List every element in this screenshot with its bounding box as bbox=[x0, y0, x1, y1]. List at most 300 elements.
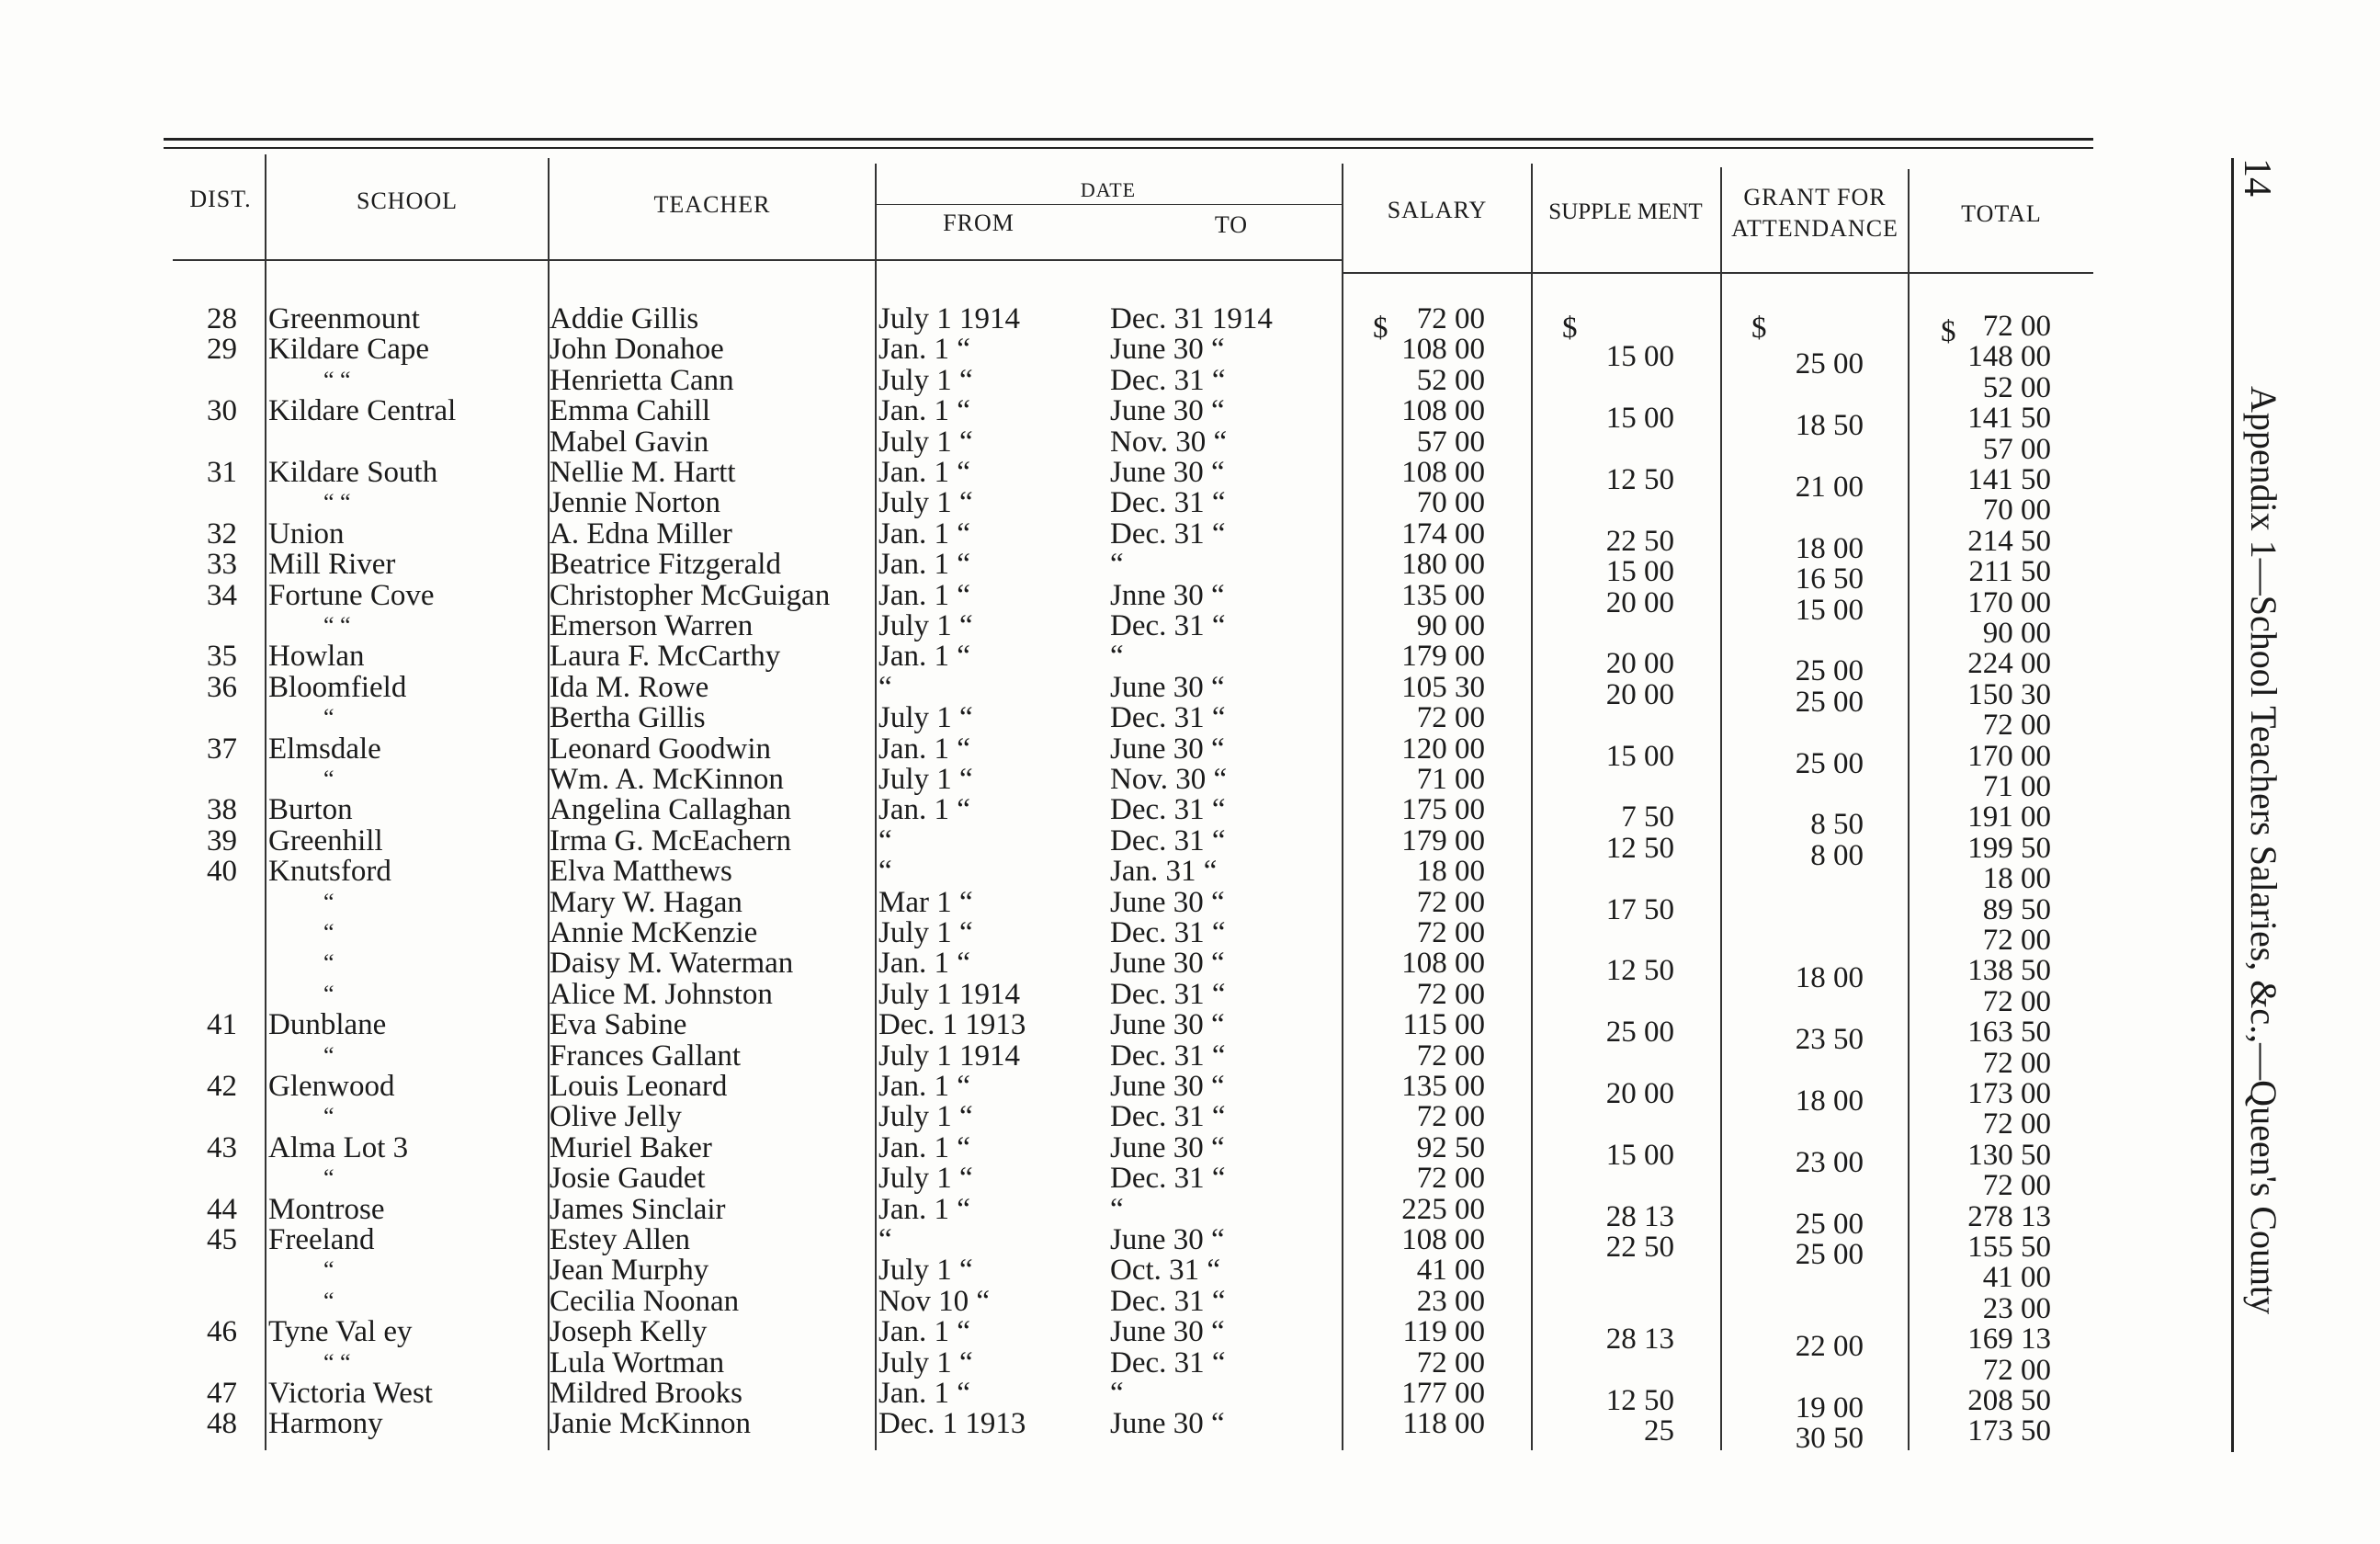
total-cell: 278 13 bbox=[1967, 1199, 2051, 1233]
to-date-cell: Dec. 31 “ bbox=[1110, 916, 1226, 949]
to-date-cell: Dec. 31 “ bbox=[1110, 1039, 1226, 1073]
from-date-cell: July 1 “ bbox=[878, 1254, 973, 1288]
total-cell: 141 50 bbox=[1967, 463, 2051, 496]
grant-cell: 25 00 bbox=[1795, 654, 1864, 688]
teacher-cell: Wm. A. McKinnon bbox=[550, 763, 784, 796]
grant-cell: 25 00 bbox=[1795, 1207, 1864, 1241]
teacher-cell: Jean Murphy bbox=[550, 1254, 709, 1288]
dist-cell: 30 bbox=[207, 394, 237, 428]
to-date-cell: Nov. 30 “ bbox=[1110, 763, 1228, 796]
supplement-cell: 12 50 bbox=[1605, 954, 1674, 988]
header-school: SCHOOL bbox=[356, 187, 458, 214]
to-date-cell: Nov. 30 “ bbox=[1110, 425, 1228, 459]
salary-cell: 119 00 bbox=[1402, 1315, 1485, 1349]
salary-cell: 41 00 bbox=[1416, 1254, 1485, 1288]
from-date-cell: July 1 “ bbox=[878, 1100, 973, 1134]
total-cell: 23 00 bbox=[1982, 1291, 2051, 1325]
to-date-cell: June 30 “ bbox=[1110, 885, 1225, 919]
school-cell: Dunblane bbox=[268, 1008, 387, 1042]
col-sep-grant bbox=[1720, 167, 1722, 1450]
school-cell: Howlan bbox=[268, 640, 365, 674]
supplement-cell: 17 50 bbox=[1605, 892, 1674, 926]
dist-cell: 37 bbox=[207, 732, 237, 766]
side-rule bbox=[2231, 158, 2234, 1452]
teacher-cell: Frances Gallant bbox=[550, 1039, 742, 1073]
header-bottom-rule-left bbox=[173, 259, 1342, 261]
supplement-cell: 28 13 bbox=[1605, 1323, 1674, 1357]
total-cell: 148 00 bbox=[1967, 340, 2051, 374]
from-date-cell: Jan. 1 “ bbox=[878, 1377, 970, 1410]
school-cell: Victoria West bbox=[268, 1377, 433, 1410]
teacher-cell: Christopher McGuigan bbox=[550, 578, 831, 612]
teacher-cell: Leonard Goodwin bbox=[550, 732, 772, 766]
salary-cell: 179 00 bbox=[1401, 823, 1485, 857]
teacher-cell: Addie Gillis bbox=[550, 302, 699, 335]
salary-cell: 120 00 bbox=[1401, 732, 1485, 766]
school-cell: “ “ bbox=[323, 366, 351, 393]
teacher-cell: Mary W. Hagan bbox=[550, 885, 742, 919]
dist-cell: 47 bbox=[207, 1377, 237, 1410]
to-date-cell: “ bbox=[1110, 640, 1124, 674]
total-cell: 72 00 bbox=[1982, 1107, 2051, 1141]
to-date-cell: Dec. 31 “ bbox=[1110, 517, 1226, 551]
salary-cell: 72 00 bbox=[1416, 1100, 1485, 1134]
salary-cell: 135 00 bbox=[1401, 1070, 1485, 1103]
school-cell: “ bbox=[323, 766, 334, 792]
to-date-cell: Dec. 31 1914 bbox=[1110, 302, 1273, 335]
header-salary: SALARY bbox=[1387, 197, 1488, 223]
from-date-cell: Dec. 1 1913 bbox=[878, 1008, 1026, 1042]
total-cell: 170 00 bbox=[1967, 585, 2051, 619]
from-date-cell: July 1 1914 bbox=[878, 977, 1021, 1011]
total-cell: 155 50 bbox=[1967, 1231, 2051, 1264]
supplement-cell: 25 bbox=[1644, 1414, 1674, 1448]
salary-cell: 72 00 bbox=[1416, 885, 1485, 919]
total-cell: 89 50 bbox=[1982, 892, 2051, 926]
supplement-cell: 15 00 bbox=[1605, 555, 1674, 589]
supplement-cell: 7 50 bbox=[1621, 800, 1674, 834]
school-cell: Kildare South bbox=[268, 456, 438, 489]
teacher-cell: Emma Cahill bbox=[550, 394, 711, 428]
salary-cell: 108 00 bbox=[1401, 947, 1485, 981]
school-cell: “ bbox=[323, 1256, 334, 1284]
teacher-cell: Eva Sabine bbox=[550, 1008, 687, 1042]
school-cell: Kildare Cape bbox=[268, 333, 430, 367]
total-cell: 208 50 bbox=[1967, 1384, 2051, 1417]
school-cell: Union bbox=[268, 517, 345, 551]
salary-cell: 179 00 bbox=[1401, 640, 1485, 674]
total-cell: 57 00 bbox=[1982, 432, 2051, 466]
supplement-cell: 15 00 bbox=[1605, 402, 1674, 436]
dist-cell: 43 bbox=[207, 1130, 237, 1164]
teacher-cell: Ida M. Rowe bbox=[550, 670, 709, 704]
teacher-cell: Bertha Gillis bbox=[550, 701, 706, 735]
header-date: DATE bbox=[1080, 178, 1137, 201]
teacher-cell: A. Edna Miller bbox=[550, 517, 732, 551]
to-date-cell: June 30 “ bbox=[1110, 732, 1225, 766]
supplement-cell: 15 00 bbox=[1605, 739, 1674, 773]
salary-cell: 72 00 bbox=[1416, 977, 1485, 1011]
grant-cell: 25 00 bbox=[1795, 1238, 1864, 1271]
from-date-cell: Dec. 1 1913 bbox=[878, 1407, 1026, 1441]
from-date-cell: Jan. 1 “ bbox=[878, 548, 970, 582]
to-date-cell: Dec. 31 “ bbox=[1110, 823, 1226, 857]
to-date-cell: Jnne 30 “ bbox=[1110, 578, 1225, 612]
total-cell: 138 50 bbox=[1967, 954, 2051, 988]
grant-cell: 15 00 bbox=[1795, 593, 1864, 627]
from-date-cell: July 1 “ bbox=[878, 486, 973, 520]
teacher-cell: Annie McKenzie bbox=[550, 916, 758, 949]
supplement-cell: 12 50 bbox=[1605, 1384, 1674, 1417]
dist-cell: 40 bbox=[207, 855, 237, 889]
dist-cell: 28 bbox=[207, 302, 237, 335]
header-supplement: SUPPLE MENT bbox=[1548, 199, 1703, 224]
total-cell: 70 00 bbox=[1982, 494, 2051, 528]
salary-cell: 115 00 bbox=[1402, 1008, 1485, 1042]
supplement-cell: 15 00 bbox=[1605, 340, 1674, 374]
total-cell: 72 00 bbox=[1982, 709, 2051, 743]
to-date-cell: Dec. 31 “ bbox=[1110, 609, 1226, 642]
dist-cell: 36 bbox=[207, 670, 237, 704]
from-date-cell: Jan. 1 “ bbox=[878, 456, 970, 489]
header-total: TOTAL bbox=[1961, 200, 2042, 227]
grant-cell: 21 00 bbox=[1795, 471, 1864, 504]
grant-cell: 16 50 bbox=[1795, 562, 1864, 596]
dist-cell: 39 bbox=[207, 823, 237, 857]
to-date-cell: “ bbox=[1110, 548, 1124, 582]
total-cell: 173 00 bbox=[1967, 1077, 2051, 1110]
school-cell: “ bbox=[323, 1041, 334, 1069]
to-date-cell: Dec. 31 “ bbox=[1110, 977, 1226, 1011]
header-teacher: TEACHER bbox=[653, 191, 771, 218]
col-sep-total bbox=[1908, 169, 1910, 1450]
to-date-cell: Dec. 31 “ bbox=[1110, 1100, 1226, 1134]
school-cell: Freeland bbox=[268, 1223, 375, 1256]
salary-cell: 108 00 bbox=[1401, 1223, 1485, 1256]
supplement-cell: 20 00 bbox=[1605, 647, 1674, 681]
dist-cell: 41 bbox=[207, 1008, 237, 1042]
total-cell: 150 30 bbox=[1967, 677, 2051, 711]
from-date-cell: Nov 10 “ bbox=[878, 1284, 990, 1318]
from-date-cell: July 1 “ bbox=[878, 363, 973, 397]
top-rule-thin bbox=[164, 147, 2093, 149]
grant-cell: 18 00 bbox=[1795, 531, 1864, 565]
from-date-cell: “ bbox=[878, 855, 892, 889]
to-date-cell: Dec. 31 “ bbox=[1110, 1284, 1226, 1318]
school-cell: Harmony bbox=[268, 1407, 383, 1441]
total-cell: 18 00 bbox=[1982, 862, 2051, 896]
salary-cell: 108 00 bbox=[1401, 456, 1485, 489]
total-cell: 170 00 bbox=[1967, 739, 2051, 773]
to-date-cell: June 30 “ bbox=[1110, 1130, 1225, 1164]
salary-cell: 72 00 bbox=[1416, 1162, 1485, 1196]
teacher-cell: Beatrice Fitzgerald bbox=[550, 548, 781, 582]
supplement-cell: 12 50 bbox=[1605, 831, 1674, 865]
school-cell: Knutsford bbox=[268, 855, 391, 889]
salary-cell: 92 50 bbox=[1416, 1130, 1485, 1164]
total-cell: 72 00 bbox=[1982, 984, 2051, 1018]
total-cell: 163 50 bbox=[1967, 1016, 2051, 1050]
grant-cell: 8 50 bbox=[1810, 808, 1864, 842]
from-date-cell: Jan. 1 “ bbox=[878, 1130, 970, 1164]
total-cell: 224 00 bbox=[1967, 647, 2051, 681]
school-cell: Greenhill bbox=[268, 823, 383, 857]
teacher-cell: Estey Allen bbox=[550, 1223, 691, 1256]
grant-cell: 23 50 bbox=[1795, 1023, 1864, 1057]
total-cell: 52 00 bbox=[1982, 370, 2051, 404]
grant-cell: 23 00 bbox=[1795, 1145, 1864, 1179]
total-cell: 72 00 bbox=[1982, 1169, 2051, 1203]
salary-cell: 72 00 bbox=[1416, 916, 1485, 949]
school-cell: Mill River bbox=[268, 548, 396, 582]
dist-cell: 45 bbox=[207, 1223, 237, 1256]
grant-cell: 22 00 bbox=[1795, 1330, 1864, 1364]
school-cell: “ bbox=[323, 919, 334, 946]
total-cell: 72 00 bbox=[1982, 1046, 2051, 1080]
salary-cell: 105 30 bbox=[1401, 670, 1485, 704]
salary-cell: 90 00 bbox=[1416, 609, 1485, 642]
teacher-cell: John Donahoe bbox=[550, 333, 724, 367]
grant-cell: 19 00 bbox=[1795, 1391, 1864, 1425]
grant-cell: 25 00 bbox=[1795, 746, 1864, 780]
salary-cell: 72 00 bbox=[1416, 302, 1485, 335]
header-bottom-rule-right bbox=[1342, 272, 2093, 274]
teacher-cell: Cecilia Noonan bbox=[550, 1284, 740, 1318]
teacher-cell: Jennie Norton bbox=[550, 486, 721, 520]
to-date-cell: Dec. 31 “ bbox=[1110, 701, 1226, 735]
header-grant-line1: GRANT FOR bbox=[1743, 184, 1887, 210]
supplement-cell: 20 00 bbox=[1605, 677, 1674, 711]
to-date-cell: Dec. 31 “ bbox=[1110, 793, 1226, 827]
salary-dollar-sign: $ bbox=[1373, 312, 1388, 345]
school-cell: Greenmount bbox=[268, 302, 420, 335]
dist-cell: 31 bbox=[207, 456, 237, 489]
salary-cell: 118 00 bbox=[1402, 1407, 1485, 1441]
to-date-cell: June 30 “ bbox=[1110, 1407, 1225, 1441]
to-date-cell: June 30 “ bbox=[1110, 670, 1225, 704]
grant-cell: 8 00 bbox=[1810, 838, 1864, 872]
from-date-cell: July 1 “ bbox=[878, 609, 973, 642]
header-to: TO bbox=[1214, 211, 1249, 238]
from-date-cell: Jan. 1 “ bbox=[878, 1315, 970, 1349]
from-date-cell: Jan. 1 “ bbox=[878, 517, 970, 551]
teacher-cell: Olive Jelly bbox=[550, 1100, 682, 1134]
salary-cell: 108 00 bbox=[1401, 394, 1485, 428]
dist-cell: 32 bbox=[207, 517, 237, 551]
to-date-cell: June 30 “ bbox=[1110, 333, 1225, 367]
from-date-cell: Jan. 1 “ bbox=[878, 1192, 970, 1226]
to-date-cell: Oct. 31 “ bbox=[1110, 1254, 1221, 1288]
school-cell: “ “ bbox=[323, 1348, 351, 1376]
total-cell: 90 00 bbox=[1982, 617, 2051, 650]
from-date-cell: July 1 “ bbox=[878, 1345, 973, 1379]
salary-cell: 180 00 bbox=[1401, 548, 1485, 582]
teacher-cell: Angelina Callaghan bbox=[550, 793, 792, 827]
grant-cell: 18 00 bbox=[1795, 1084, 1864, 1118]
supplement-cell: 20 00 bbox=[1605, 585, 1674, 619]
supplement-cell: 25 00 bbox=[1605, 1016, 1674, 1050]
to-date-cell: Dec. 31 “ bbox=[1110, 363, 1226, 397]
school-cell: “ bbox=[323, 1103, 334, 1130]
school-cell: Tyne Val ey bbox=[268, 1315, 413, 1349]
salary-cell: 108 00 bbox=[1401, 333, 1485, 367]
grant-cell: 30 50 bbox=[1795, 1422, 1864, 1456]
header-dist: DIST. bbox=[189, 186, 252, 212]
school-cell: “ bbox=[323, 1287, 334, 1314]
date-under-rule bbox=[875, 204, 1342, 205]
supplement-cell: 28 13 bbox=[1605, 1199, 1674, 1233]
from-date-cell: Jan. 1 “ bbox=[878, 640, 970, 674]
total-cell: 214 50 bbox=[1967, 524, 2051, 558]
page-number: 14 bbox=[2236, 158, 2278, 197]
from-date-cell: Jan. 1 “ bbox=[878, 394, 970, 428]
header-grant-line2: ATTENDANCE bbox=[1731, 215, 1898, 242]
teacher-cell: Mildred Brooks bbox=[550, 1377, 742, 1410]
school-cell: Bloomfield bbox=[268, 670, 407, 704]
from-date-cell: “ bbox=[878, 1223, 892, 1256]
from-date-cell: Jan. 1 “ bbox=[878, 1070, 970, 1103]
from-date-cell: Jan. 1 “ bbox=[878, 578, 970, 612]
grant-dollar-sign: $ bbox=[1751, 312, 1767, 345]
school-cell: “ bbox=[323, 949, 334, 977]
salary-cell: 174 00 bbox=[1401, 517, 1485, 551]
teacher-cell: Alice M. Johnston bbox=[550, 977, 773, 1011]
dist-cell: 42 bbox=[207, 1070, 237, 1103]
dist-cell: 29 bbox=[207, 333, 237, 367]
from-date-cell: July 1 “ bbox=[878, 701, 973, 735]
col-sep-school bbox=[265, 154, 266, 1450]
total-cell: 169 13 bbox=[1967, 1323, 2051, 1357]
supplement-cell: 22 50 bbox=[1605, 524, 1674, 558]
total-dollar-sign: $ bbox=[1941, 315, 1956, 348]
teacher-cell: Henrietta Cann bbox=[550, 363, 734, 397]
total-cell: 141 50 bbox=[1967, 402, 2051, 436]
teacher-cell: Emerson Warren bbox=[550, 609, 754, 642]
school-cell: Kildare Central bbox=[268, 394, 457, 428]
grant-cell: 18 00 bbox=[1795, 961, 1864, 995]
total-cell: 199 50 bbox=[1967, 831, 2051, 865]
total-cell: 72 00 bbox=[1982, 1353, 2051, 1387]
from-date-cell: July 1 “ bbox=[878, 916, 973, 949]
from-date-cell: July 1 1914 bbox=[878, 1039, 1021, 1073]
salary-cell: 72 00 bbox=[1416, 1039, 1485, 1073]
dist-cell: 34 bbox=[207, 578, 237, 612]
dist-cell: 46 bbox=[207, 1315, 237, 1349]
grant-cell: 25 00 bbox=[1795, 347, 1864, 381]
teacher-cell: Irma G. McEachern bbox=[550, 823, 791, 857]
from-date-cell: Jan. 1 “ bbox=[878, 793, 970, 827]
grant-cell: 25 00 bbox=[1795, 685, 1864, 719]
school-cell: Glenwood bbox=[268, 1070, 395, 1103]
salary-cell: 70 00 bbox=[1416, 486, 1485, 520]
from-date-cell: Mar 1 “ bbox=[878, 885, 973, 919]
teacher-cell: Lula Wortman bbox=[550, 1345, 725, 1379]
to-date-cell: Dec. 31 “ bbox=[1110, 1162, 1226, 1196]
total-cell: 71 00 bbox=[1982, 770, 2051, 803]
school-cell: “ bbox=[323, 980, 334, 1007]
side-running-title: Appendix 1—School Teachers Salaries, &c.,—Queen's County bbox=[2243, 386, 2284, 1315]
teacher-cell: Mabel Gavin bbox=[550, 425, 709, 459]
school-cell: “ bbox=[323, 888, 334, 915]
total-cell: 191 00 bbox=[1967, 800, 2051, 834]
supplement-cell: 12 50 bbox=[1605, 463, 1674, 496]
col-sep-salary bbox=[1342, 164, 1343, 1450]
teacher-cell: James Sinclair bbox=[550, 1192, 726, 1226]
to-date-cell: June 30 “ bbox=[1110, 947, 1225, 981]
dist-cell: 35 bbox=[207, 640, 237, 674]
supplement-dollar-sign: $ bbox=[1562, 312, 1578, 345]
from-date-cell: July 1 1914 bbox=[878, 302, 1021, 335]
total-cell: 211 50 bbox=[1968, 555, 2051, 589]
col-sep-supplement bbox=[1531, 164, 1533, 1450]
from-date-cell: “ bbox=[878, 823, 892, 857]
to-date-cell: June 30 “ bbox=[1110, 1315, 1225, 1349]
to-date-cell: June 30 “ bbox=[1110, 1223, 1225, 1256]
school-cell: “ bbox=[323, 1164, 334, 1192]
total-cell: 41 00 bbox=[1982, 1261, 2051, 1295]
school-cell: “ “ bbox=[323, 489, 351, 517]
teacher-cell: Janie McKinnon bbox=[550, 1407, 752, 1441]
teacher-cell: Josie Gaudet bbox=[550, 1162, 706, 1196]
school-cell: Elmsdale bbox=[268, 732, 381, 766]
dist-cell: 38 bbox=[207, 793, 237, 827]
salary-cell: 57 00 bbox=[1416, 425, 1485, 459]
from-date-cell: July 1 “ bbox=[878, 425, 973, 459]
dist-cell: 44 bbox=[207, 1192, 237, 1226]
school-cell: Alma Lot 3 bbox=[268, 1130, 409, 1164]
salary-cell: 72 00 bbox=[1416, 701, 1485, 735]
total-cell: 72 00 bbox=[1982, 924, 2051, 957]
school-cell: Burton bbox=[268, 793, 353, 827]
from-date-cell: July 1 “ bbox=[878, 763, 973, 796]
dist-cell: 33 bbox=[207, 548, 237, 582]
salary-cell: 18 00 bbox=[1416, 855, 1485, 889]
total-cell: 72 00 bbox=[1982, 310, 2051, 343]
total-cell: 173 50 bbox=[1967, 1414, 2051, 1448]
from-date-cell: Jan. 1 “ bbox=[878, 732, 970, 766]
teacher-cell: Joseph Kelly bbox=[550, 1315, 708, 1349]
teacher-cell: Nellie M. Hartt bbox=[550, 456, 736, 489]
teacher-cell: Daisy M. Waterman bbox=[550, 947, 794, 981]
salary-cell: 72 00 bbox=[1416, 1345, 1485, 1379]
from-date-cell: Jan. 1 “ bbox=[878, 333, 970, 367]
to-date-cell: “ bbox=[1110, 1192, 1124, 1226]
total-cell: 130 50 bbox=[1967, 1138, 2051, 1172]
grant-cell: 18 50 bbox=[1795, 409, 1864, 443]
school-cell: Montrose bbox=[268, 1192, 385, 1226]
header-from: FROM bbox=[943, 210, 1014, 236]
to-date-cell: Dec. 31 “ bbox=[1110, 1345, 1226, 1379]
supplement-cell: 20 00 bbox=[1605, 1077, 1674, 1110]
salary-cell: 175 00 bbox=[1401, 793, 1485, 827]
supplement-cell: 15 00 bbox=[1605, 1138, 1674, 1172]
to-date-cell: June 30 “ bbox=[1110, 456, 1225, 489]
teacher-cell: Laura F. McCarthy bbox=[550, 640, 781, 674]
from-date-cell: “ bbox=[878, 670, 892, 704]
top-rule bbox=[164, 138, 2093, 141]
salary-cell: 177 00 bbox=[1401, 1377, 1485, 1410]
salary-cell: 52 00 bbox=[1416, 363, 1485, 397]
to-date-cell: Dec. 31 “ bbox=[1110, 486, 1226, 520]
school-cell: “ bbox=[323, 704, 334, 732]
from-date-cell: July 1 “ bbox=[878, 1162, 973, 1196]
to-date-cell: June 30 “ bbox=[1110, 1008, 1225, 1042]
to-date-cell: June 30 “ bbox=[1110, 1070, 1225, 1103]
teacher-cell: Elva Matthews bbox=[550, 855, 732, 889]
school-cell: Fortune Cove bbox=[268, 578, 435, 612]
teacher-cell: Louis Leonard bbox=[550, 1070, 728, 1103]
supplement-cell: 22 50 bbox=[1605, 1231, 1674, 1264]
